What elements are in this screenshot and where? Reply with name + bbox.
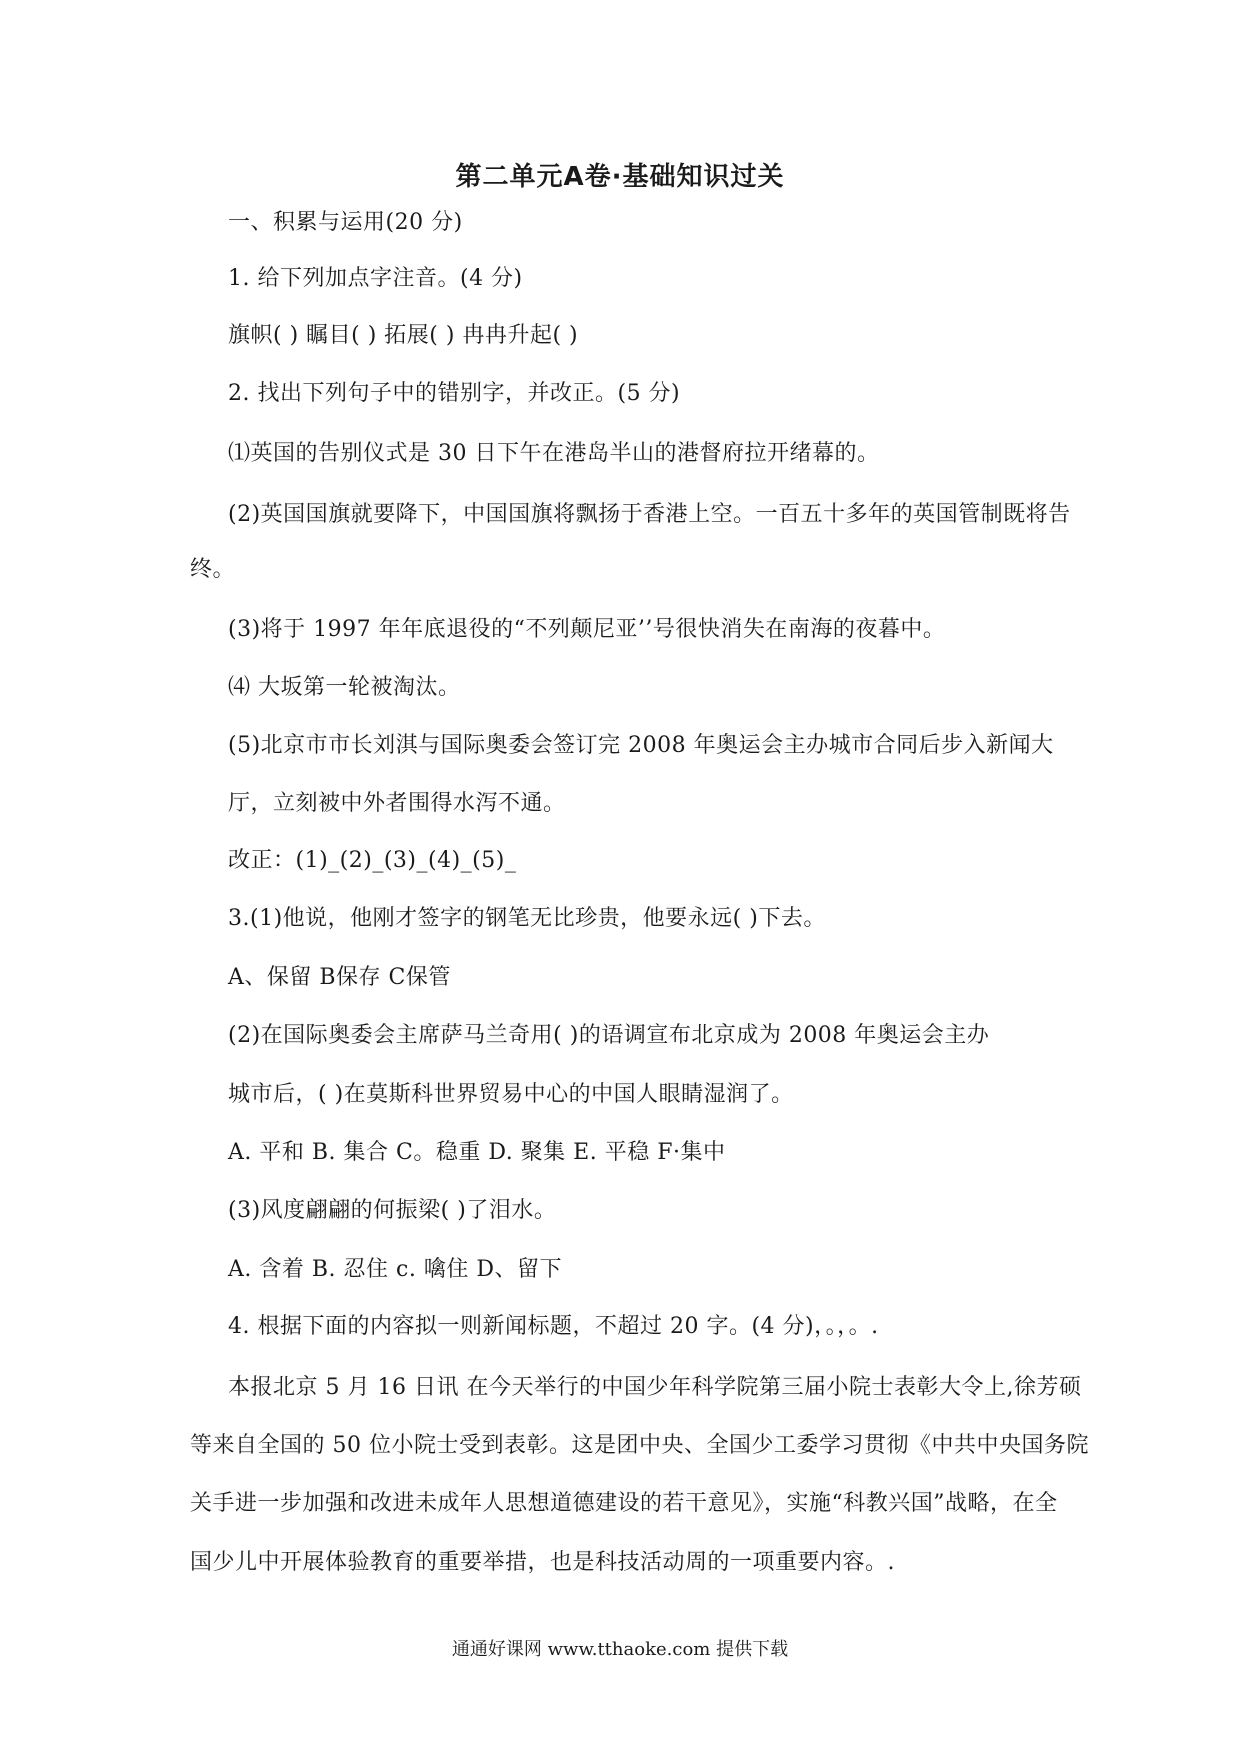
news-paragraph-line-2: 等来自全国的 50 位小院士受到表彰。这是团中央、全国少工委学习贯彻《中共中央国务院	[190, 1433, 1089, 1458]
question-3-2-cont: 城市后，( )在莫斯科世界贸易中心的中国人眼睛湿润了。	[228, 1082, 794, 1107]
news-paragraph-line-3: 关手进一步加强和改进未成年人思想道德建设的若干意见》，实施“科教兴国”战略，在全	[190, 1491, 1058, 1516]
question-1-items: 旗帜( ) 瞩目( ) 拓展( ) 冉冉升起( )	[228, 323, 579, 348]
news-paragraph-line-4: 国少儿中开展体验教育的重要举措，也是科技活动周的一项重要内容。.	[190, 1550, 895, 1575]
news-paragraph-line-1: 本报北京 5 月 16 日讯 在今天举行的中国少年科学院第三届小院士表彰大令上,徐芳硕	[228, 1375, 1082, 1400]
question-3-2-options: A. 平和 B. 集合 C。稳重 D. 聚集 E. 平稳 F·集中	[228, 1140, 726, 1165]
question-3-2: (2)在国际奥委会主席萨马兰奇用( )的语调宣布北京成为 2008 年奥运会主办	[228, 1023, 990, 1048]
sentence-2: (2)英国国旗就要降下，中国国旗将飘扬于香港上空。一百五十多年的英国管制既将告	[228, 502, 1071, 527]
section-heading: 一、积累与运用(20 分)	[228, 210, 463, 235]
question-3-1-options: A、保留 B保存 C保管	[228, 965, 451, 990]
question-1: 1. 给下列加点字注音。(4 分)	[228, 266, 523, 291]
question-2: 2. 找出下列句子中的错别字，并改正。(5 分)	[228, 381, 681, 406]
sentence-5-cont: 厅，立刻被中外者围得水泻不通。	[228, 791, 566, 816]
footer-text: 通通好课网 www.tthaoke.com 提供下载	[451, 1639, 789, 1660]
page-title: 第二单元A卷·基础知识过关	[455, 162, 785, 192]
sentence-3: (3)将于 1997 年年底退役的“不列颠尼亚’’号很快消失在南海的夜暮中。	[228, 617, 946, 642]
question-3-3-options: A. 含着 B. 忍住 c. 噙住 D、留下	[228, 1257, 562, 1282]
sentence-4: ⑷ 大坂第一轮被淘汰。	[228, 675, 461, 700]
question-3-3: (3)风度翩翩的何振梁( )了泪水。	[228, 1198, 557, 1223]
sentence-2-cont: 终。	[190, 557, 236, 582]
question-3-1: 3.(1)他说，他刚才签字的钢笔无比珍贵，他要永远( )下去。	[228, 906, 826, 931]
question-4: 4. 根据下面的内容拟一则新闻标题，不超过 20 字。(4 分)，。，。.	[228, 1314, 879, 1339]
sentence-1: ⑴英国的告别仪式是 30 日下午在港岛半山的港督府拉开绪幕的。	[228, 441, 880, 466]
sentence-5: (5)北京市市长刘淇与国际奥委会签订完 2008 年奥运会主办城市合同后步入新闻大	[228, 733, 1054, 758]
corrections-line: 改正：(1)_(2)_(3)_(4)_(5)_	[228, 848, 517, 873]
